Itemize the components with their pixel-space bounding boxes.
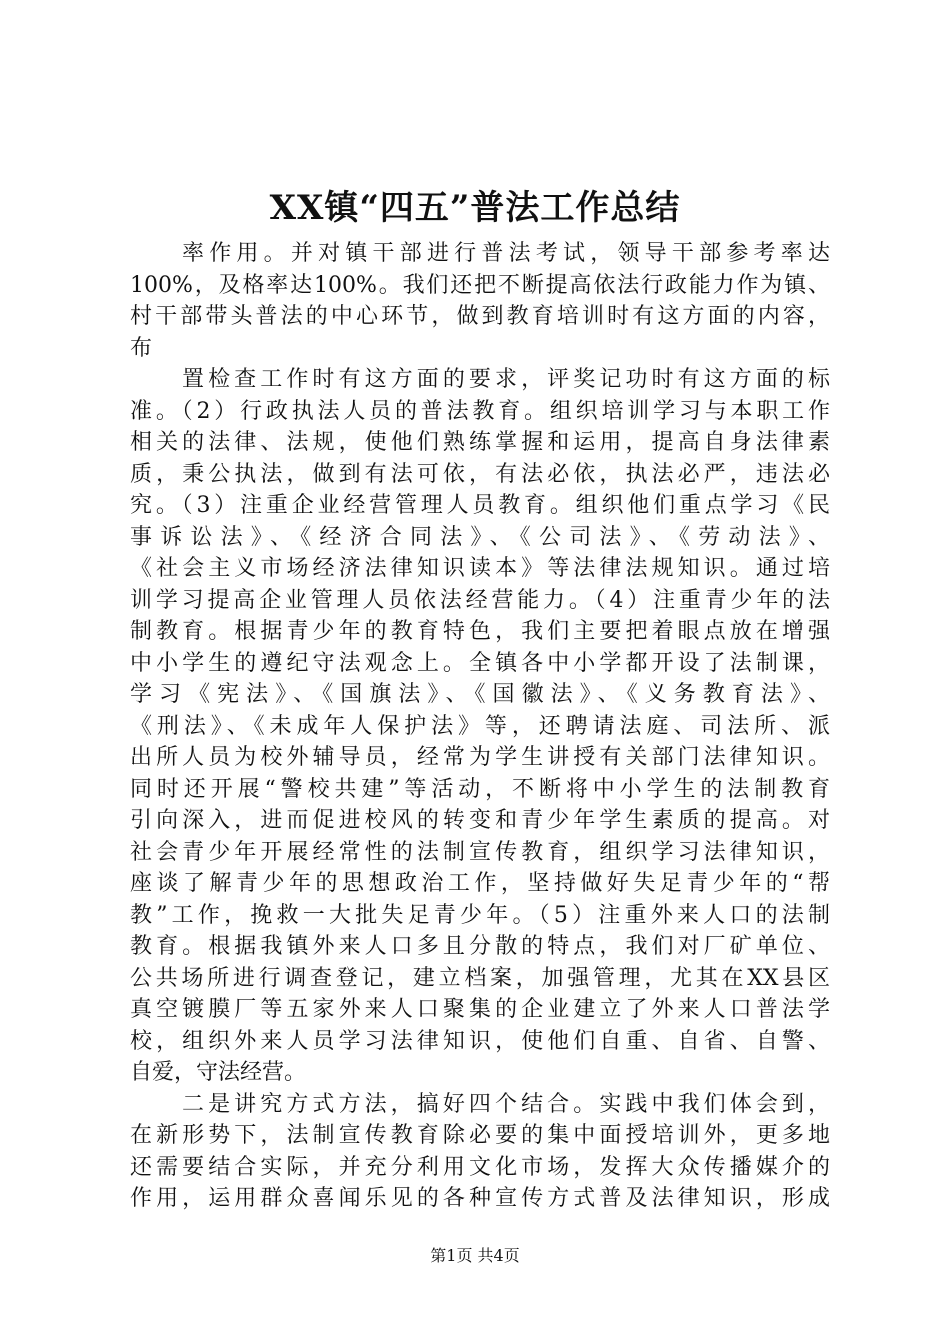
body-line: 座谈了解青少年的思想政治工作，坚持做好失足青少年的“帮 (130, 871, 830, 896)
body-line: 同时还开展“警校共建”等活动，不断将中小学生的法制教育 (130, 776, 830, 802)
body-line: 质，秉公执法，做到有法可依，有法必依，执法必严，违法必 (130, 461, 830, 487)
body-line: 《社会主义市场经济法律知识读本》等法律法规知识。通过培 (130, 556, 830, 581)
body-line: 村干部带头普法的中心环节，做到教育培训时有这方面的内容， (130, 304, 830, 329)
body-line: 教”工作，挽救一大批失足青少年。（5）注重外来人口的法制 (130, 902, 830, 928)
body-line: 作用，运用群众喜闻乐见的各种宣传方式普及法律知识，形成 (130, 1186, 830, 1211)
body-line: 相关的法律、法规，使他们熟练掌握和运用，提高自身法律素 (130, 430, 830, 455)
body-line: 校，组织外来人员学习法律知识，使他们自重、自省、自警、 (130, 1028, 830, 1054)
body-line: 中小学生的遵纪守法观念上。全镇各中小学都开设了法制课， (130, 650, 830, 676)
body-line: 还需要结合实际，并充分利用文化市场，发挥大众传播媒介的 (130, 1154, 830, 1180)
body-line: 在新形势下，法制宣传教育除必要的集中面授培训外，更多地 (130, 1123, 830, 1148)
body-line: 准。（2）行政执法人员的普法教育。组织培训学习与本职工作 (130, 398, 830, 424)
body-line: 训学习提高企业管理人员依法经营能力。（4）注重青少年的法 (130, 587, 830, 613)
document-title: XX镇“四五”普法工作总结 (269, 188, 681, 228)
body-line: 真空镀膜厂等五家外来人口聚集的企业建立了外来人口普法学 (130, 997, 830, 1022)
page-footer: 第1页 共4页 (430, 1246, 520, 1265)
body-line: 引向深入，进而促进校风的转变和青少年学生素质的提高。对 (130, 808, 830, 833)
body-line: 置检查工作时有这方面的要求，评奖记功时有这方面的标 (182, 367, 830, 392)
body-line: 制教育。根据青少年的教育特色，我们主要把着眼点放在增强 (130, 619, 830, 644)
body-line: 事诉讼法》、《经济合同法》、《公司法》、《劳动法》、 (130, 524, 830, 550)
document-body (130, 238, 830, 1215)
body-line: 率作用。并对镇干部进行普法考试，领导干部参考率达 (182, 241, 830, 266)
body-line: 教育。根据我镇外来人口多且分散的特点，我们对厂矿单位、 (130, 934, 830, 959)
body-line: 《刑法》、《未成年人保护法》等，还聘请法庭、司法所、派 (130, 713, 830, 739)
body-line: 学习《宪法》、《国旗法》、《国徽法》、《义务教育法》、 (130, 682, 830, 707)
body-line: 公共场所进行调查登记，建立档案，加强管理，尤其在XX县区 (130, 965, 830, 991)
body-line: 出所人员为校外辅导员，经常为学生讲授有关部门法律知识。 (130, 745, 830, 770)
body-line: 究。（3）注重企业经营管理人员教育。组织他们重点学习《民 (130, 493, 830, 518)
body-line: 布 (130, 335, 153, 361)
body-line: 二是讲究方式方法，搞好四个结合。实践中我们体会到， (182, 1091, 830, 1117)
body-line: 100%，及格率达100%。我们还把不断提高依法行政能力作为镇、 (130, 272, 830, 298)
body-line: 社会青少年开展经常性的法制宣传教育，组织学习法律知识， (130, 839, 830, 865)
body-line: 自爱，守法经营。 (130, 1060, 307, 1085)
